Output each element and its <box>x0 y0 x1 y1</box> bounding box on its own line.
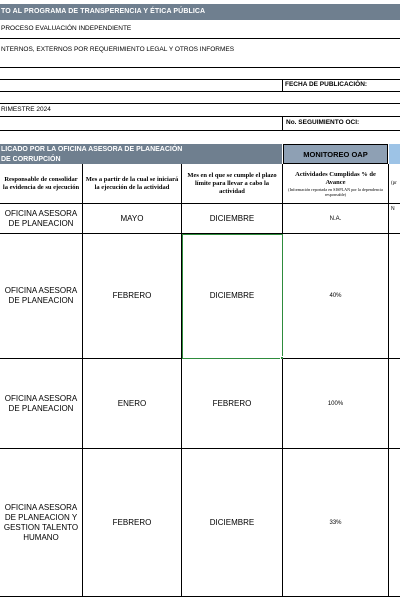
next-column-header <box>389 144 400 164</box>
cell-avance[interactable]: N.A. <box>283 204 389 234</box>
cell-responsable[interactable]: OFICINA ASESORA DE PLANEACION <box>0 204 83 234</box>
divider <box>282 116 283 130</box>
cell-next[interactable]: N <box>389 204 400 234</box>
cell-mes-limite-selected[interactable]: DICIEMBRE <box>182 234 283 359</box>
divider <box>0 79 400 80</box>
cell-responsable[interactable]: OFICINA ASESORA DE PLANEACION <box>0 234 83 359</box>
reports-label: NTERNOS, EXTERNOS POR REQUERIMIENTO LEGAL Y OTROS INFORMES <box>1 46 235 53</box>
divider <box>0 38 400 39</box>
cell-mes-inicio[interactable]: ENERO <box>83 359 182 449</box>
col-header-mes-limite[interactable]: Mes en el que se cumple el plazo límite para llevar a cabo la actividad <box>182 164 283 204</box>
avance-note: (Información reportada en SISPLAN por la dependencia responsable) <box>288 186 383 197</box>
divider <box>282 79 283 91</box>
avance-title: Actividades Cumplidas % de Avance <box>295 170 376 186</box>
cell-avance[interactable]: 33% <box>283 449 389 597</box>
divider <box>0 103 400 104</box>
period-label: RIMESTRE 2024 <box>1 106 51 113</box>
cell-responsable[interactable]: OFICINA ASESORA DE PLANEACION Y GESTION TALENTO HUMANO <box>0 449 83 597</box>
process-label: PROCESO EVALUACIÓN INDEPENDIENTE <box>1 25 132 32</box>
cell-mes-limite[interactable]: FEBRERO <box>182 359 283 449</box>
cell-mes-inicio[interactable]: FEBRERO <box>83 449 182 597</box>
cell-next[interactable] <box>389 234 400 359</box>
seguimiento-label: No. SEGUIMIENTO OCI: <box>286 119 360 126</box>
cell-responsable[interactable]: OFICINA ASESORA DE PLANEACION <box>0 359 83 449</box>
monitoreo-header: MONITOREO OAP <box>283 144 388 164</box>
divider <box>0 67 400 68</box>
cell-next[interactable] <box>389 449 400 597</box>
sheet-title: TO AL PROGRAMA DE TRANSPERENCIA Y ÉTICA PÚBLICA <box>0 4 400 20</box>
corruption-header: DE CORRUPCIÓN <box>0 155 282 164</box>
divider <box>0 130 400 131</box>
cell-avance[interactable]: 100% <box>283 359 389 449</box>
cell-mes-inicio[interactable]: MAYO <box>83 204 182 234</box>
cell-mes-inicio[interactable]: FEBRERO <box>83 234 182 359</box>
col-header-mes-inicio[interactable]: Mes a partir de la cual se iniciará la ejecución de la actividad <box>83 164 182 204</box>
cell-avance[interactable]: 40% <box>283 234 389 359</box>
divider <box>0 91 400 92</box>
applied-by-header: LICADO POR LA OFICINA ASESORA DE PLANEACIÓN <box>0 144 282 155</box>
pub-date-label: FECHA DE PUBLICACIÒN: <box>285 81 368 88</box>
cell-next[interactable] <box>389 359 400 449</box>
col-header-next[interactable]: (pr <box>389 164 400 204</box>
cell-mes-limite[interactable]: DICIEMBRE <box>182 449 283 597</box>
divider <box>0 116 400 117</box>
col-header-avance[interactable] <box>283 164 389 204</box>
col-header-responsable[interactable]: Responsable de consolidar la evidencia de su ejecución <box>0 164 83 204</box>
cell-mes-limite[interactable]: DICIEMBRE <box>182 204 283 234</box>
